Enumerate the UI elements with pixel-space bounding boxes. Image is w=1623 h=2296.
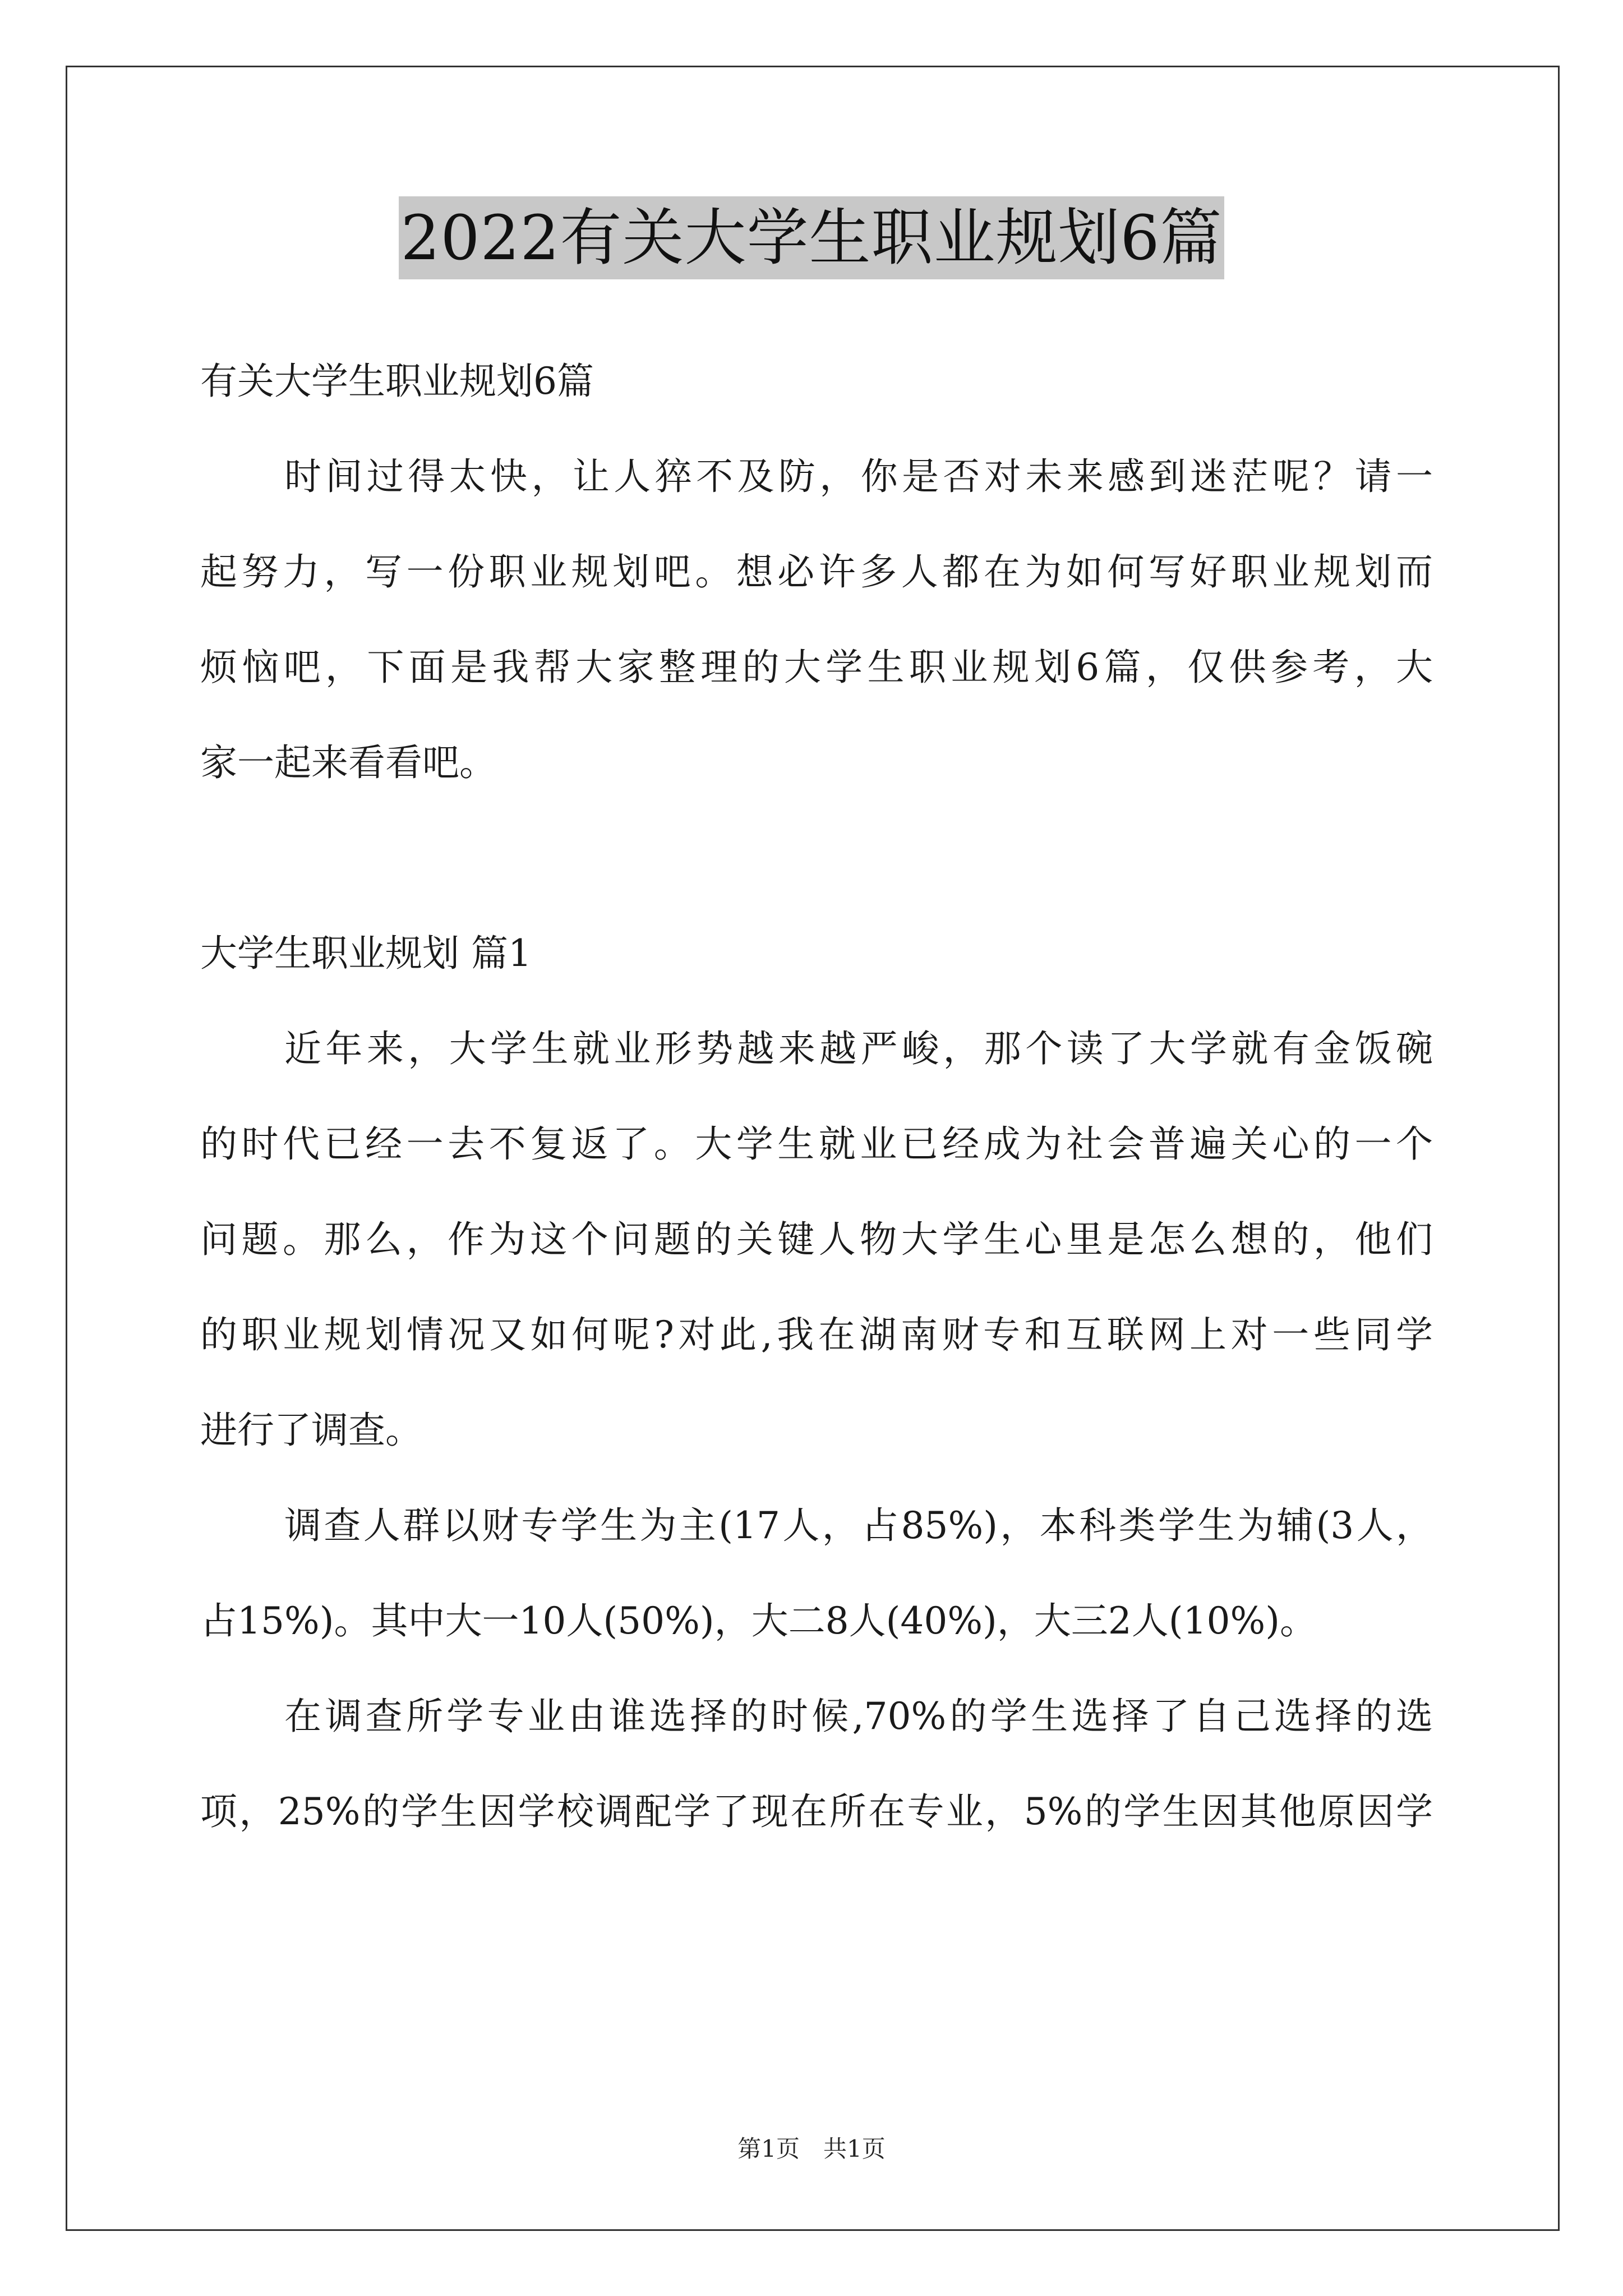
paragraph-line: 占15%)。其中大一10人(50%)，大二8人(40%)，大三2人(10%)。 [200,1599,1317,1642]
paragraph-line: 在调查所学专业由谁选择的时候,70%的学生选择了自己选择的选 [284,1695,1433,1738]
paragraph-line: 家一起来看看吧。 [200,741,496,784]
paragraph-line: 进行了调查。 [200,1409,422,1452]
paragraph-line: 的时代已经一去不复返了。大学生就业已经成为社会普遍关心的一个 [200,1122,1433,1166]
paragraph-line: 的职业规划情况又如何呢?对此,我在湖南财专和互联网上对一些同学 [200,1313,1433,1356]
page-footer: 第1页 共1页 [737,2135,886,2162]
paragraph-line: 问题。那么，作为这个问题的关键人物大学生心里是怎么想的，他们 [200,1218,1433,1261]
section-heading: 大学生职业规划 篇1 [200,932,532,975]
paragraph-line: 项，25%的学生因学校调配学了现在所在专业，5%的学生因其他原因学 [200,1790,1433,1833]
title-container [0,196,1623,279]
paragraph-line: 烦恼吧，下面是我帮大家整理的大学生职业规划6篇，仅供参考，大 [200,646,1433,689]
document-title: 2022有关大学生职业规划6篇 [399,196,1225,279]
paragraph-line: 调查人群以财专学生为主(17人，占85%)，本科类学生为辅(3人， [284,1504,1433,1547]
paragraph-line: 近年来，大学生就业形势越来越严峻，那个读了大学就有金饭碗 [284,1027,1433,1070]
paragraph-line: 起努力，写一份职业规划吧。想必许多人都在为如何写好职业规划而 [200,550,1433,593]
paragraph-line: 时间过得太快，让人猝不及防，你是否对未来感到迷茫呢？请一 [284,455,1433,498]
subtitle-line: 有关大学生职业规划6篇 [200,360,594,403]
